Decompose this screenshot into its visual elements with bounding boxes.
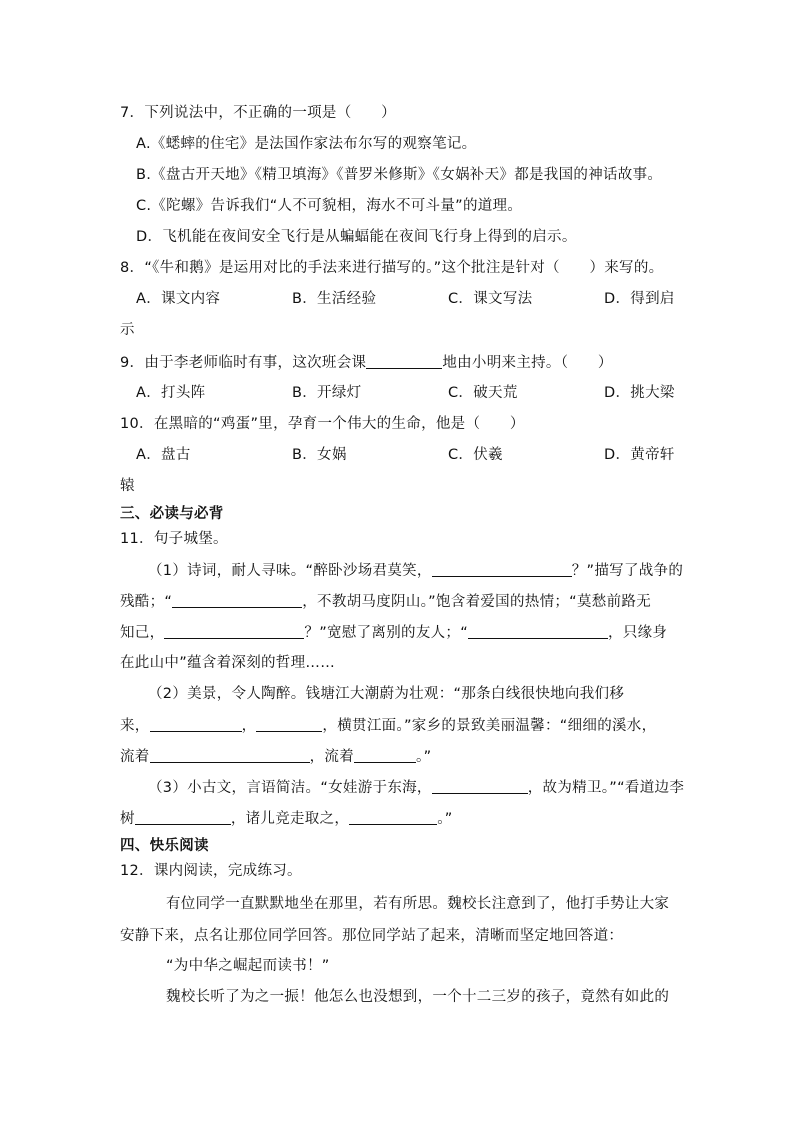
q11-p1-l2-text: 残酷；“ [120, 594, 173, 610]
q11-p1-l1-text: （1）诗词，耐人寻味。“醉卧沙场君莫笑， [148, 563, 432, 579]
q8-option-c: C．课文写法 [448, 291, 533, 307]
q11-blank-10[interactable] [135, 808, 231, 825]
q11-blank-1[interactable] [432, 560, 572, 577]
q9-option-b: B．开绿灯 [292, 385, 362, 401]
q9-answer-blank[interactable] [366, 352, 442, 369]
q7-option-b: B.《盘古开天地》《精卫填海》《普罗米修斯》《女娲补天》都是我国的神话故事。 [136, 167, 663, 183]
q11-p1-l3-mid: ？”宽慰了离别的友人；“ [304, 625, 469, 641]
q11-p3-l1-post: ，故为精卫。”“看道边李 [527, 780, 685, 796]
q11-blank-4[interactable] [468, 622, 608, 639]
q11-part3-line2 [120, 808, 680, 829]
q8-stem: 8．“《牛和鹅》是运用对比的手法来进行描写的。”这个批注是针对（ ）来写的。 [120, 260, 664, 276]
q11-p1-l3-text: 知己， [120, 625, 165, 641]
q11-p2-l2-mid: ， [241, 718, 257, 734]
q11-blank-7[interactable] [150, 746, 310, 763]
q12-passage-line2: 安静下来，点名让那位同学回答。那位同学站了起来，清晰而坚定地回答道： [120, 928, 624, 944]
q10-options [136, 445, 696, 465]
q9-stem-post: 地由小明来主持。（ ） [442, 355, 613, 371]
q12-stem: 12．课内阅读，完成练习。 [120, 863, 302, 879]
q11-p3-l1-text: （3）小古文，言语简洁。“女娃游于东海， [148, 780, 432, 796]
q11-part1-line1 [148, 560, 708, 581]
q12-passage-line1: 有位同学一直默默地坐在那里，若有所思。魏校长注意到了，他打手势让大家 [166, 896, 670, 912]
q10-option-d: D．黄帝轩 [604, 447, 675, 463]
q7-option-c: C.《陀螺》告诉我们“人不可貌相，海水不可斗量”的道理。 [136, 198, 523, 214]
q11-stem: 11．句子城堡。 [120, 531, 228, 547]
q11-p1-l2-mid: ，不教胡马度阴山。”饱含着爱国的热情；“莫愁前路无 [302, 594, 651, 610]
q8-options [136, 289, 696, 309]
q9-options [136, 383, 696, 403]
q9-stem-pre: 9．由于李老师临时有事，这次班会课 [120, 355, 367, 371]
q11-blank-5[interactable] [150, 715, 242, 732]
q11-part1-line4: 在此山中”蕴含着深刻的哲理…… [120, 655, 336, 671]
q11-blank-3[interactable] [164, 622, 304, 639]
q11-p2-l2-text: 来， [120, 718, 150, 734]
q8-option-a: A．课文内容 [136, 291, 221, 307]
q10-option-a: A．盘古 [136, 447, 191, 463]
q11-part2-line1: （2）美景，令人陶醉。钱塘江大潮蔚为壮观：“那条白线很快地向我们移 [148, 686, 625, 702]
q11-p2-l3-post: 。” [416, 749, 432, 765]
q7-option-a: A.《蟋蟀的住宅》是法国作家法布尔写的观察笔记。 [136, 136, 477, 152]
q9-option-a: A．打头阵 [136, 385, 206, 401]
q11-p2-l3-text: 流着 [120, 749, 150, 765]
q11-part2-line3 [120, 746, 680, 767]
section-3-heading: 三、必读与必背 [120, 506, 224, 522]
q11-p3-l2-mid: ，诸儿竞走取之， [230, 811, 350, 827]
q8-option-d-continued: 示 [120, 322, 135, 338]
q11-p2-l2-post: ，横贯江面。”家乡的景致美丽温馨：“细细的溪水， [322, 718, 657, 734]
q8-option-d: D．得到启 [604, 291, 675, 307]
q11-part1-line2 [120, 591, 680, 612]
q11-p3-l2-text: 树 [120, 811, 135, 827]
q11-blank-9[interactable] [432, 777, 528, 794]
q11-p1-l1-post: ？”描写了战争的 [571, 563, 684, 579]
q11-part3-line1 [148, 777, 708, 798]
q11-p1-l3-post: ，只缘身 [608, 625, 668, 641]
q12-passage-quote: “为中华之崛起而读书！” [166, 958, 330, 974]
q9-stem [120, 352, 680, 373]
q11-p2-l3-mid: ，流着 [309, 749, 355, 765]
q11-part1-line3 [120, 622, 680, 643]
q11-part2-line2 [120, 715, 680, 736]
q10-option-d-continued: 辕 [120, 478, 135, 494]
q11-blank-2[interactable] [172, 591, 302, 608]
q10-stem: 10．在黑暗的“鸡蛋”里，孕育一个伟大的生命，他是（ ） [120, 416, 525, 432]
q9-option-c: C．破天荒 [448, 385, 518, 401]
q7-option-d: D．飞机能在夜间安全飞行是从蝙蝠能在夜间飞行身上得到的启示。 [136, 229, 577, 245]
q11-blank-11[interactable] [349, 808, 437, 825]
q10-option-c: C．伏羲 [448, 447, 503, 463]
q7-stem: 7．下列说法中，不正确的一项是（ ） [120, 105, 396, 121]
q12-passage-line3: 魏校长听了为之一振！他怎么也没想到，一个十二三岁的孩子，竟然有如此的 [166, 989, 670, 1005]
q11-blank-8[interactable] [354, 746, 416, 763]
q9-option-d: D．挑大梁 [604, 385, 675, 401]
q11-p3-l2-post: 。” [437, 811, 453, 827]
q10-option-b: B．女娲 [292, 447, 347, 463]
q8-option-b: B．生活经验 [292, 291, 377, 307]
q11-blank-6[interactable] [256, 715, 322, 732]
section-4-heading: 四、快乐阅读 [120, 838, 209, 854]
